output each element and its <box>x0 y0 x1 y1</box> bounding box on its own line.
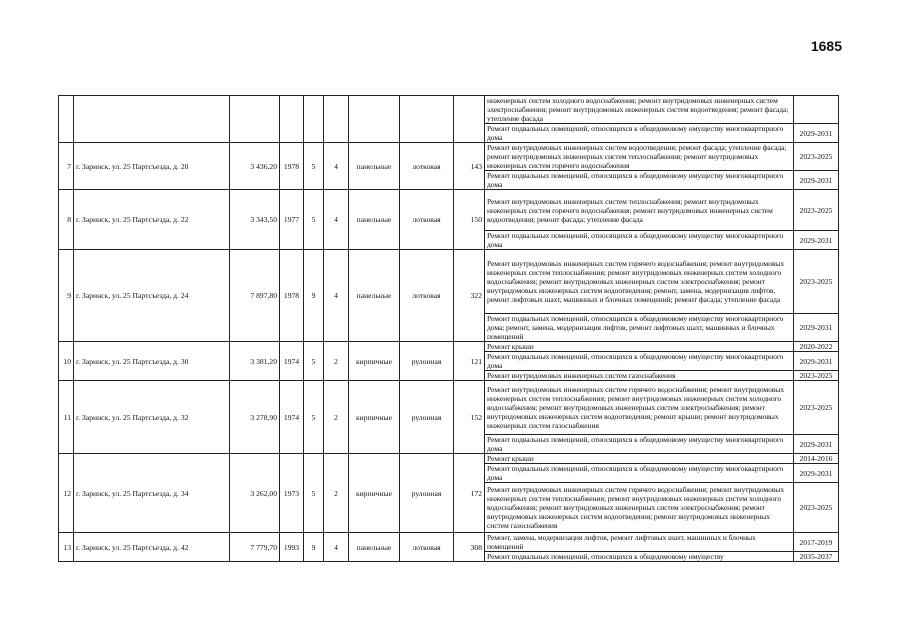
address-cell: г. Заринск, ул. 25 Партсъезда, д. 42 <box>74 533 230 562</box>
table-row <box>59 250 839 314</box>
floors-cell: 5 <box>304 454 324 533</box>
row-number: 10 <box>59 342 74 381</box>
apartments-cell: 322 <box>454 250 485 342</box>
work-description: Ремонт крыши <box>485 342 794 352</box>
roof-type-cell <box>400 96 454 143</box>
entrances-cell: 2 <box>324 381 349 454</box>
roof-type-cell: лотковая <box>400 190 454 250</box>
address-cell <box>74 96 230 143</box>
row-number <box>59 96 74 143</box>
work-period: 2014-2016 <box>794 454 839 464</box>
entrances-cell: 2 <box>324 454 349 533</box>
page-number: 1685 <box>810 38 842 54</box>
apartments-cell: 150 <box>454 190 485 250</box>
year-cell: 1977 <box>280 190 304 250</box>
work-description: Ремонт подвальных помещений, относящихся к общедомовому имуществу многоквартирного дома <box>485 231 794 250</box>
apartments-cell: 172 <box>454 454 485 533</box>
area-cell: 3 278,90 <box>230 381 280 454</box>
wall-material-cell: кирпичные <box>349 381 400 454</box>
work-description: Ремонт подвальных помещений, относящихся к общедомовому имуществу многоквартирного дома; ремонт, замена, модернизация лифтов, ремонт лифтовых шахт, машинных и блочных помещений <box>485 314 794 342</box>
work-period: 2020-2022 <box>794 342 839 352</box>
address-cell: г. Заринск, ул. 25 Партсъезда, д. 30 <box>74 342 230 381</box>
work-period: 2029-2031 <box>794 352 839 371</box>
area-cell: 3 262,00 <box>230 454 280 533</box>
wall-material-cell: панельные <box>349 250 400 342</box>
work-period <box>794 96 839 124</box>
address-cell: г. Заринск, ул. 25 Партсъезда, д. 20 <box>74 143 230 190</box>
area-cell: 3 436,20 <box>230 143 280 190</box>
table-row <box>59 381 839 435</box>
floors-cell: 5 <box>304 342 324 381</box>
row-number: 12 <box>59 454 74 533</box>
work-period: 2035-2037 <box>794 552 839 562</box>
roof-type-cell: рулонная <box>400 381 454 454</box>
work-description: Ремонт подвальных помещений, относящихся к общедомовому имуществу многоквартирного дома <box>485 464 794 483</box>
area-cell: 7 897,80 <box>230 250 280 342</box>
work-period: 2029-2031 <box>794 464 839 483</box>
work-period: 2023-2025 <box>794 483 839 533</box>
table-row <box>59 533 839 552</box>
floors-cell: 5 <box>304 190 324 250</box>
wall-material-cell: панельные <box>349 190 400 250</box>
work-period: 2023-2025 <box>794 250 839 314</box>
address-cell: г. Заринск, ул. 25 Партсъезда, д. 24 <box>74 250 230 342</box>
work-period: 2029-2031 <box>794 435 839 454</box>
entrances-cell: 4 <box>324 190 349 250</box>
year-cell: 1978 <box>280 250 304 342</box>
row-number: 8 <box>59 190 74 250</box>
year-cell: 1974 <box>280 381 304 454</box>
entrances-cell: 4 <box>324 143 349 190</box>
roof-type-cell: лотковая <box>400 250 454 342</box>
table-row <box>59 454 839 464</box>
roof-type-cell: рулонная <box>400 342 454 381</box>
row-number: 9 <box>59 250 74 342</box>
work-period: 2029-2031 <box>794 314 839 342</box>
work-period: 2017-2019 <box>794 533 839 552</box>
year-cell: 1993 <box>280 533 304 562</box>
area-cell: 7 779,70 <box>230 533 280 562</box>
area-cell <box>230 96 280 143</box>
floors-cell: 5 <box>304 143 324 190</box>
table-row <box>59 143 839 171</box>
work-period: 2023-2025 <box>794 143 839 171</box>
year-cell: 1978 <box>280 143 304 190</box>
entrances-cell: 4 <box>324 533 349 562</box>
work-description: Ремонт внутридомовых инженерных систем горячего водоснабжения; ремонт внутридомовых инженерных систем теплоснабжения; ремонт внутридомовых инженерных систем холодного водоснабжения; ремонт внутридомовых инженерных систем электроснабжения; ремонт внутридомовых инженерных систем водоотведения; ремонт крыши; ремонт внутридомовых инженерных систем газоснабжения <box>485 381 794 435</box>
apartments-cell <box>454 96 485 143</box>
apartments-cell: 143 <box>454 143 485 190</box>
wall-material-cell <box>349 96 400 143</box>
area-cell: 3 381,20 <box>230 342 280 381</box>
wall-material-cell: панельные <box>349 143 400 190</box>
floors-cell <box>304 96 324 143</box>
area-cell: 3 343,50 <box>230 190 280 250</box>
work-description: Ремонт внутридомовых инженерных систем газоснабжения <box>485 371 794 381</box>
work-description: Ремонт, замена, модернизация лифтов, ремонт лифтовых шахт, машинных и блочных помещений <box>485 533 794 552</box>
row-number: 11 <box>59 381 74 454</box>
work-description: Ремонт внутридомовых инженерных систем теплоснабжения; ремонт внутридомовых инженерных систем горячего водоснабжения; ремонт внутридомовых инженерных систем водоотведения; ремонт фасада; утепление фасада <box>485 190 794 231</box>
work-period: 2029-2031 <box>794 171 839 190</box>
work-description: Ремонт подвальных помещений, относящихся к общедомовому имуществу многоквартирного дома <box>485 435 794 454</box>
apartments-cell: 121 <box>454 342 485 381</box>
work-description: Ремонт крыши <box>485 454 794 464</box>
row-number: 13 <box>59 533 74 562</box>
housing-repair-table <box>58 95 839 562</box>
address-cell: г. Заринск, ул. 25 Партсъезда, д. 32 <box>74 381 230 454</box>
work-description: Ремонт подвальных помещений, относящихся к общедомовому имуществу многоквартирного дома <box>485 171 794 190</box>
work-period: 2023-2025 <box>794 190 839 231</box>
floors-cell: 5 <box>304 381 324 454</box>
work-description: Ремонт внутридомовых инженерных систем горячего водоснабжения; ремонт внутридомовых инженерных систем теплоснабжения; ремонт внутридомовых инженерных систем холодного водоснабжения; ремонт внутридомовых инженерных систем электроснабжения; ремонт внутридомовых инженерных систем водоотведения; ремонт, замена, модернизация лифтов, ремонт лифтовых шахт, машинных и блочных помещений; ремонт фасада; утепление фасада <box>485 250 794 314</box>
wall-material-cell: панельные <box>349 533 400 562</box>
year-cell <box>280 96 304 143</box>
address-cell: г. Заринск, ул. 25 Партсъезда, д. 34 <box>74 454 230 533</box>
work-period: 2023-2025 <box>794 381 839 435</box>
work-description: инженерных систем холодного водоснабжения; ремонт внутридомовых инженерных систем электроснабжения; ремонт внутридомовых инженерных систем водоотведения; ремонт фасада; утепление фасада <box>485 96 794 124</box>
work-period: 2023-2025 <box>794 371 839 381</box>
work-description: Ремонт подвальных помещений, относящихся к общедомовому имуществу многоквартирного дома <box>485 352 794 371</box>
work-period: 2029-2031 <box>794 124 839 143</box>
roof-type-cell: лотковая <box>400 143 454 190</box>
address-cell: г. Заринск, ул. 25 Партсъезда, д. 22 <box>74 190 230 250</box>
floors-cell: 9 <box>304 250 324 342</box>
wall-material-cell: кирпичные <box>349 454 400 533</box>
entrances-cell: 4 <box>324 250 349 342</box>
row-number: 7 <box>59 143 74 190</box>
year-cell: 1974 <box>280 342 304 381</box>
table-body <box>59 96 839 562</box>
apartments-cell: 308 <box>454 533 485 562</box>
floors-cell: 9 <box>304 533 324 562</box>
apartments-cell: 152 <box>454 381 485 454</box>
entrances-cell: 2 <box>324 342 349 381</box>
entrances-cell <box>324 96 349 143</box>
wall-material-cell: кирпичные <box>349 342 400 381</box>
work-description: Ремонт подвальных помещений, относящихся к общедомовому имуществу <box>485 552 794 562</box>
roof-type-cell: лотковая <box>400 533 454 562</box>
year-cell: 1973 <box>280 454 304 533</box>
work-period: 2029-2031 <box>794 231 839 250</box>
roof-type-cell: рулонная <box>400 454 454 533</box>
work-description: Ремонт подвальных помещений, относящихся к общедомовому имуществу многоквартирного дома <box>485 124 794 143</box>
table-row <box>59 342 839 352</box>
work-description: Ремонт внутридомовых инженерных систем горячего водоснабжения; ремонт внутридомовых инженерных систем теплоснабжения; ремонт внутридомовых инженерных систем холодного водоснабжения; ремонт внутридомовых инженерных систем электроснабжения; ремонт внутридомовых инженерных систем водоотведения; ремонт внутридомовых инженерных систем газоснабжения <box>485 483 794 533</box>
work-description: Ремонт внутридомовых инженерных систем водоотведения; ремонт фасада; утепление фасада; ремонт внутридомовых инженерных систем теплоснабжения; ремонт внутридомовых инженерных систем горячего водоснабжения <box>485 143 794 171</box>
table-row <box>59 190 839 231</box>
table-row <box>59 96 839 124</box>
